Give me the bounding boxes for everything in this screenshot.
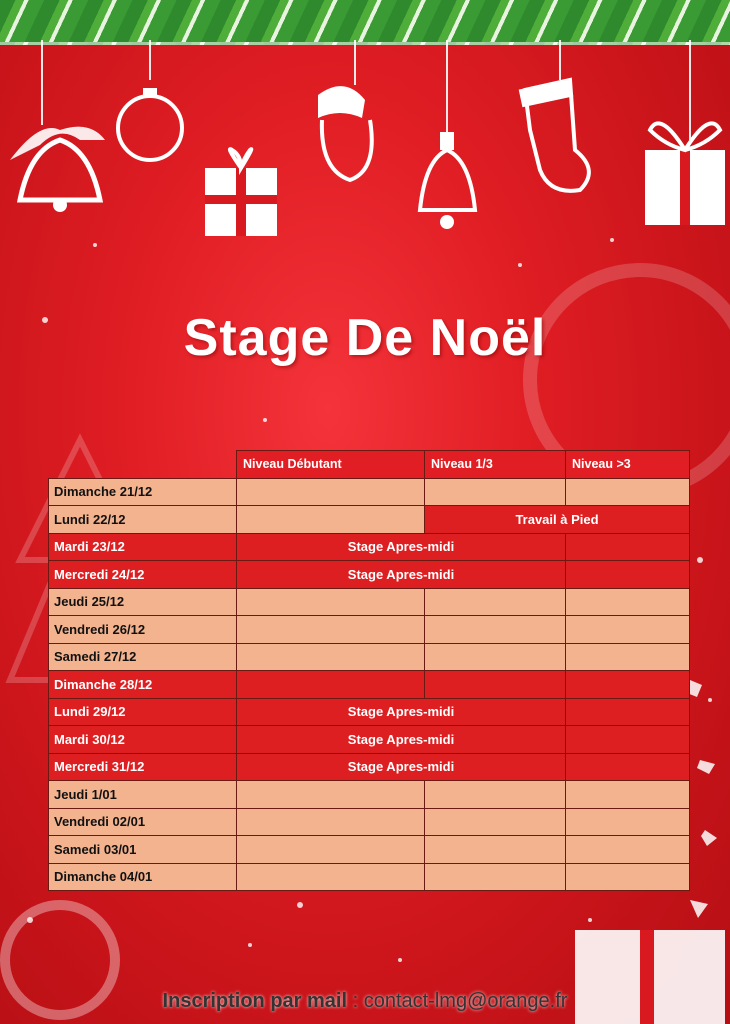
cell <box>237 781 425 809</box>
cell <box>566 533 690 561</box>
cell <box>425 643 566 671</box>
table-row <box>49 616 690 644</box>
cell <box>237 671 425 699</box>
cell <box>237 478 425 506</box>
table-row <box>49 698 690 726</box>
table-row <box>49 726 690 754</box>
activity-cell: Stage Apres-midi <box>237 698 566 726</box>
gift-box-icon <box>205 149 277 236</box>
day-cell: Dimanche 04/01 <box>49 863 237 891</box>
stocking-icon <box>519 79 589 191</box>
cell <box>566 671 690 699</box>
cell <box>566 836 690 864</box>
cell <box>237 643 425 671</box>
day-cell: Lundi 29/12 <box>49 698 237 726</box>
table-row <box>49 781 690 809</box>
cell <box>566 478 690 506</box>
cell <box>566 616 690 644</box>
cell <box>425 671 566 699</box>
cell <box>237 506 425 534</box>
table-row <box>49 808 690 836</box>
cell <box>425 836 566 864</box>
table-row <box>49 561 690 589</box>
day-cell: Dimanche 28/12 <box>49 671 237 699</box>
day-cell: Mercredi 31/12 <box>49 753 237 781</box>
bell-ornament-icon <box>10 127 105 212</box>
cell <box>425 616 566 644</box>
day-cell: Mercredi 24/12 <box>49 561 237 589</box>
page-title: Stage De Noël <box>183 309 547 367</box>
cell <box>237 808 425 836</box>
header-niveau-debutant: Niveau Débutant <box>237 451 425 479</box>
activity-cell: Stage Apres-midi <box>237 726 566 754</box>
table-header-row <box>49 451 690 479</box>
day-cell: Samedi 03/01 <box>49 836 237 864</box>
cell <box>566 561 690 589</box>
footer-label: Inscription par mail <box>162 990 348 1012</box>
cell <box>425 478 566 506</box>
table-row <box>49 753 690 781</box>
cell <box>425 863 566 891</box>
day-cell: Mardi 30/12 <box>49 726 237 754</box>
table-row <box>49 506 690 534</box>
activity-cell: Stage Apres-midi <box>237 533 566 561</box>
activity-cell: Stage Apres-midi <box>237 753 566 781</box>
schedule-table <box>48 450 690 891</box>
day-cell: Dimanche 21/12 <box>49 478 237 506</box>
table-row <box>49 533 690 561</box>
cell <box>566 726 690 754</box>
contact-email-link[interactable]: contact-lmg@orange.fr <box>363 990 568 1012</box>
bell-ornament-icon <box>420 132 475 229</box>
cell <box>237 588 425 616</box>
cell <box>566 698 690 726</box>
snowflake-icon <box>687 680 717 918</box>
day-cell: Lundi 22/12 <box>49 506 237 534</box>
cell <box>566 643 690 671</box>
header-niveau-1-3: Niveau 1/3 <box>425 451 566 479</box>
activity-cell: Stage Apres-midi <box>237 561 566 589</box>
table-row <box>49 588 690 616</box>
cell <box>566 863 690 891</box>
table-row <box>49 836 690 864</box>
day-cell: Vendredi 02/01 <box>49 808 237 836</box>
cell <box>237 836 425 864</box>
cell <box>425 588 566 616</box>
cell <box>566 781 690 809</box>
cell <box>237 863 425 891</box>
santa-ornament-icon <box>318 86 372 180</box>
cell <box>425 808 566 836</box>
gift-box-icon <box>645 123 725 225</box>
cell <box>566 753 690 781</box>
cell <box>566 808 690 836</box>
day-cell: Jeudi 25/12 <box>49 588 237 616</box>
day-cell: Samedi 27/12 <box>49 643 237 671</box>
ball-ornament-icon <box>118 88 182 160</box>
registration-footer <box>0 990 730 1013</box>
table-row <box>49 863 690 891</box>
day-cell: Vendredi 26/12 <box>49 616 237 644</box>
table-row <box>49 643 690 671</box>
footer-separator: : <box>347 990 364 1012</box>
cell <box>566 588 690 616</box>
header-niveau-3-plus: Niveau >3 <box>566 451 690 479</box>
activity-cell: Travail à Pied <box>425 506 690 534</box>
day-cell: Mardi 23/12 <box>49 533 237 561</box>
cell <box>237 616 425 644</box>
header-empty-cell <box>49 451 237 479</box>
table-row <box>49 671 690 699</box>
day-cell: Jeudi 1/01 <box>49 781 237 809</box>
table-row <box>49 478 690 506</box>
cell <box>425 781 566 809</box>
